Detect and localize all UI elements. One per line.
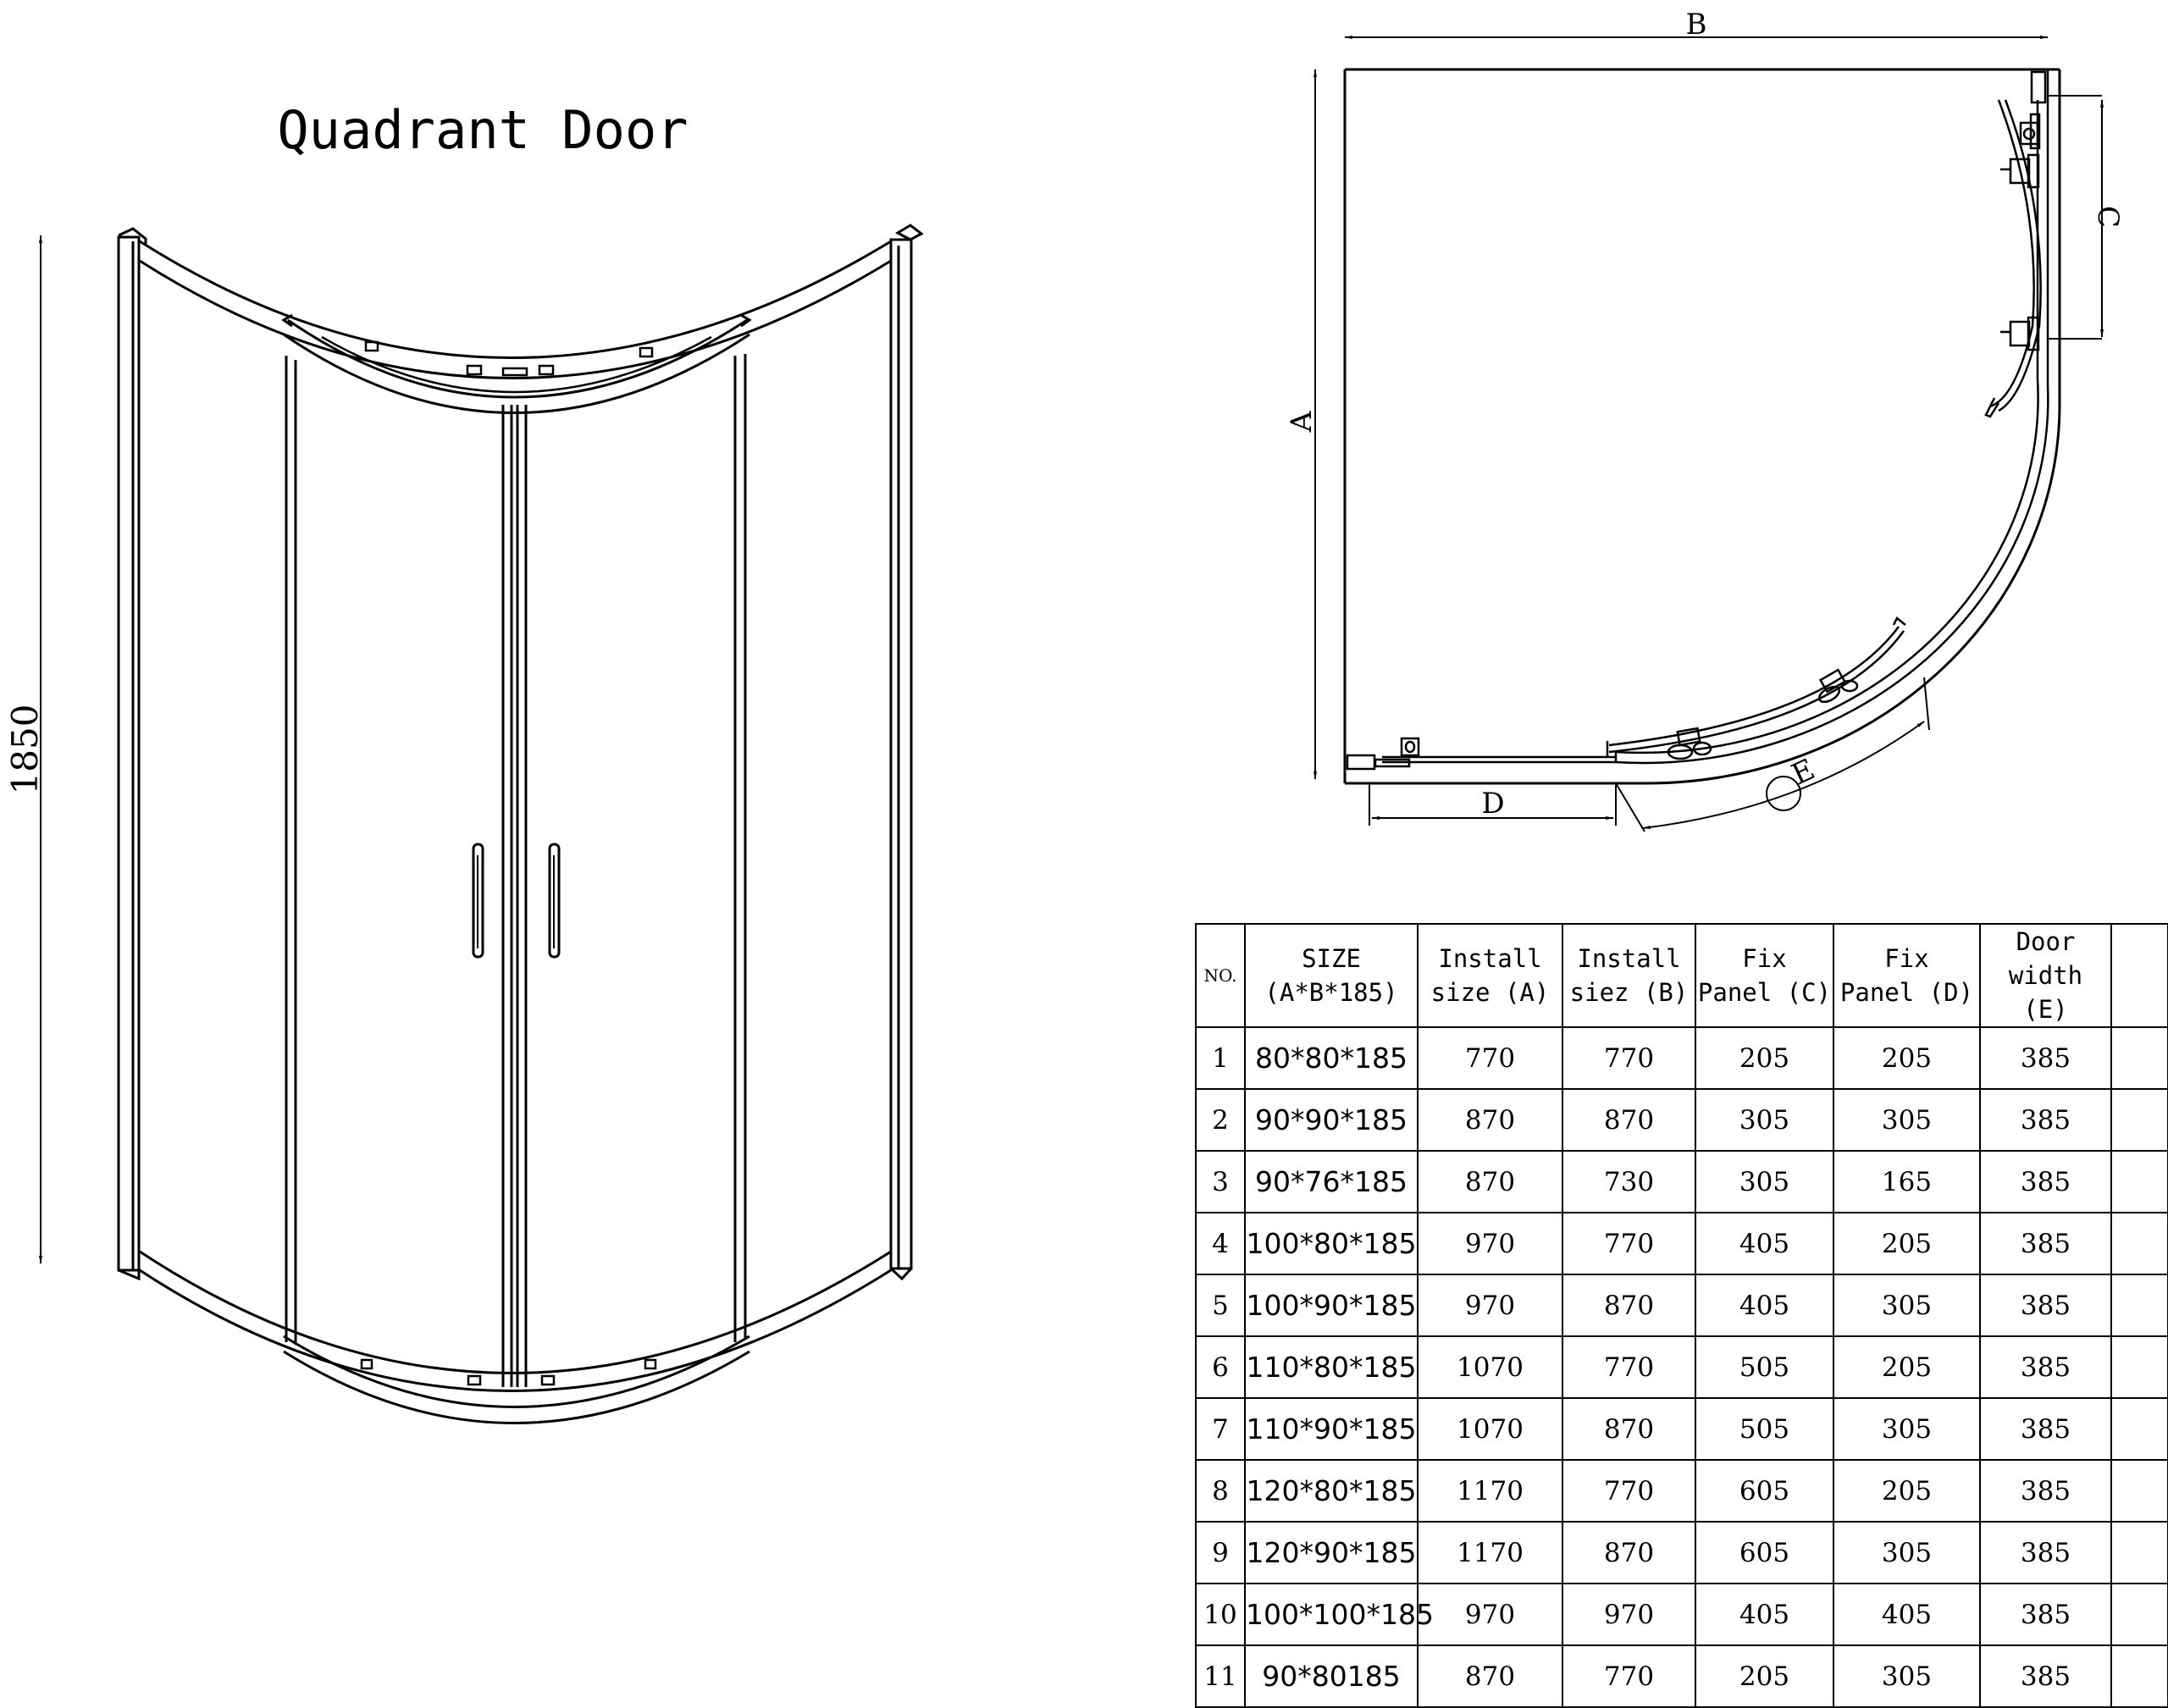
cell-no: 9 <box>1196 1522 1245 1584</box>
cell-size: 90*90*185 <box>1245 1089 1418 1151</box>
cell-install-size-a: 970 <box>1418 1213 1562 1274</box>
left-post <box>119 229 146 1279</box>
cell-blank <box>2111 1522 2168 1584</box>
drawing-title: Quadrant Door <box>277 99 689 161</box>
dimension-c-label: C <box>2091 205 2125 229</box>
cell-fix-panel-d: 305 <box>1833 1089 1980 1151</box>
cell-fix-panel-d: 305 <box>1833 1274 1980 1336</box>
elevation-view <box>4 225 921 1423</box>
cell-fix-panel-d: 305 <box>1833 1398 1980 1460</box>
cell-fix-panel-d: 165 <box>1833 1151 1980 1213</box>
cell-install-size-b: 770 <box>1562 1336 1695 1398</box>
cell-fix-panel-c: 505 <box>1695 1336 1833 1398</box>
cell-fix-panel-c: 405 <box>1695 1584 1833 1645</box>
cell-install-size-b: 870 <box>1562 1089 1695 1151</box>
cell-door-width-e: 385 <box>1980 1460 2111 1522</box>
table-row <box>1196 1151 2168 1213</box>
cell-size: 100*90*185 <box>1245 1274 1418 1336</box>
cell-door-width-e: 385 <box>1980 1522 2111 1584</box>
fixed-panel-right <box>735 354 745 1342</box>
cell-no: 7 <box>1196 1398 1245 1460</box>
cell-blank <box>2111 1027 2168 1089</box>
table-header-row <box>1196 924 2168 1027</box>
cell-install-size-a: 1070 <box>1418 1398 1562 1460</box>
cell-size: 110*90*185 <box>1245 1398 1418 1460</box>
table-body <box>1196 1027 2168 1707</box>
dimension-a <box>1285 69 1319 779</box>
cell-install-size-b: 770 <box>1562 1645 1695 1707</box>
cell-install-size-a: 1170 <box>1418 1460 1562 1522</box>
cell-install-size-b: 770 <box>1562 1213 1695 1274</box>
dimension-d <box>1369 783 1616 826</box>
cell-fix-panel-c: 205 <box>1695 1645 1833 1707</box>
cell-fix-panel-c: 405 <box>1695 1274 1833 1336</box>
door-handle-right <box>550 844 559 957</box>
dimension-e <box>1616 677 1929 832</box>
cell-size: 80*80*185 <box>1245 1027 1418 1089</box>
height-label: 1850 <box>4 704 46 795</box>
cell-install-size-a: 1170 <box>1418 1522 1562 1584</box>
cell-no: 10 <box>1196 1584 1245 1645</box>
cell-install-size-b: 770 <box>1562 1027 1695 1089</box>
cell-door-width-e: 385 <box>1980 1213 2111 1274</box>
cell-size: 90*80185 <box>1245 1645 1418 1707</box>
table-row <box>1196 1460 2168 1522</box>
cell-install-size-b: 870 <box>1562 1398 1695 1460</box>
cell-install-size-b: 970 <box>1562 1584 1695 1645</box>
cell-install-size-a: 970 <box>1418 1274 1562 1336</box>
cell-door-width-e: 385 <box>1980 1027 2111 1089</box>
table-row <box>1196 1089 2168 1151</box>
plan-bottom-left-hardware <box>1347 738 1419 769</box>
cell-size: 90*76*185 <box>1245 1151 1418 1213</box>
cell-no: 1 <box>1196 1027 1245 1089</box>
dimension-d-label: D <box>1481 787 1505 821</box>
cell-blank <box>2111 1213 2168 1274</box>
cell-fix-panel-c: 605 <box>1695 1522 1833 1584</box>
table-row <box>1196 1027 2168 1089</box>
cell-fix-panel-d: 205 <box>1833 1027 1980 1089</box>
cell-blank <box>2111 1460 2168 1522</box>
header-no: NO. <box>1196 924 1245 1027</box>
cell-door-width-e: 385 <box>1980 1645 2111 1707</box>
table-row <box>1196 1336 2168 1398</box>
cell-install-size-a: 1070 <box>1418 1336 1562 1398</box>
dimension-a-label: A <box>1285 411 1319 433</box>
cell-fix-panel-c: 205 <box>1695 1027 1833 1089</box>
header-install-size-b: Install siez (B) <box>1562 924 1695 1027</box>
cell-blank <box>2111 1645 2168 1707</box>
table-row <box>1196 1213 2168 1274</box>
cell-install-size-a: 770 <box>1418 1027 1562 1089</box>
header-size: SIZE (A*B*185) <box>1245 924 1418 1027</box>
right-post <box>891 225 921 1279</box>
cell-door-width-e: 385 <box>1980 1336 2111 1398</box>
cell-fix-panel-c: 505 <box>1695 1398 1833 1460</box>
table-row <box>1196 1645 2168 1707</box>
header-fix-panel-c: Fix Panel (C) <box>1695 924 1833 1027</box>
cell-no: 8 <box>1196 1460 1245 1522</box>
cell-size: 120*80*185 <box>1245 1460 1418 1522</box>
cell-install-size-a: 970 <box>1418 1584 1562 1645</box>
cell-door-width-e: 385 <box>1980 1274 2111 1336</box>
cell-no: 2 <box>1196 1089 1245 1151</box>
cell-fix-panel-c: 305 <box>1695 1151 1833 1213</box>
header-install-size-a: Install size (A) <box>1418 924 1562 1027</box>
cell-door-width-e: 385 <box>1980 1398 2111 1460</box>
cell-fix-panel-d: 305 <box>1833 1645 1980 1707</box>
header-blank <box>2111 924 2168 1027</box>
cell-door-width-e: 385 <box>1980 1584 2111 1645</box>
cell-size: 100*100*185 <box>1245 1584 1418 1645</box>
header-fix-panel-d: Fix Panel (D) <box>1833 924 1980 1027</box>
cell-fix-panel-c: 605 <box>1695 1460 1833 1522</box>
top-rail <box>140 241 891 413</box>
door-stiles <box>503 405 526 1387</box>
dimension-b <box>1345 8 2048 41</box>
height-dimension <box>4 235 46 1263</box>
cell-fix-panel-d: 405 <box>1833 1584 1980 1645</box>
dimension-e-label: E <box>1786 752 1821 793</box>
cell-install-size-b: 730 <box>1562 1151 1695 1213</box>
cell-blank <box>2111 1274 2168 1336</box>
cell-install-size-b: 870 <box>1562 1274 1695 1336</box>
cell-door-width-e: 385 <box>1980 1151 2111 1213</box>
cell-door-width-e: 385 <box>1980 1089 2111 1151</box>
bottom-rail <box>140 1252 891 1423</box>
cell-size: 120*90*185 <box>1245 1522 1418 1584</box>
cell-blank <box>2111 1151 2168 1213</box>
cell-install-size-a: 870 <box>1418 1151 1562 1213</box>
cell-no: 4 <box>1196 1213 1245 1274</box>
spec-table <box>1195 923 2168 1708</box>
door-handle-left <box>473 844 483 957</box>
cell-fix-panel-d: 305 <box>1833 1522 1980 1584</box>
cell-install-size-a: 870 <box>1418 1089 1562 1151</box>
cell-blank <box>2111 1089 2168 1151</box>
table-row <box>1196 1274 2168 1336</box>
cell-install-size-b: 870 <box>1562 1522 1695 1584</box>
cell-blank <box>2111 1398 2168 1460</box>
dimension-b-label: B <box>1685 8 1707 41</box>
cell-blank <box>2111 1336 2168 1398</box>
cell-size: 100*80*185 <box>1245 1213 1418 1274</box>
cell-no: 11 <box>1196 1645 1245 1707</box>
cell-install-size-a: 870 <box>1418 1645 1562 1707</box>
cell-fix-panel-d: 205 <box>1833 1213 1980 1274</box>
cell-size: 110*80*185 <box>1245 1336 1418 1398</box>
wall-outline <box>1345 69 2060 783</box>
cell-no: 5 <box>1196 1274 1245 1336</box>
table-row <box>1196 1584 2168 1645</box>
cell-fix-panel-d: 205 <box>1833 1336 1980 1398</box>
plan-view <box>1285 8 2125 832</box>
cell-fix-panel-d: 205 <box>1833 1460 1980 1522</box>
cell-fix-panel-c: 405 <box>1695 1213 1833 1274</box>
cell-fix-panel-c: 305 <box>1695 1089 1833 1151</box>
cell-install-size-b: 770 <box>1562 1460 1695 1522</box>
table-row <box>1196 1398 2168 1460</box>
fixed-panel-left <box>286 356 296 1345</box>
cell-blank <box>2111 1584 2168 1645</box>
cell-no: 6 <box>1196 1336 1245 1398</box>
table-row <box>1196 1522 2168 1584</box>
cell-no: 3 <box>1196 1151 1245 1213</box>
header-door-width-e: Door width (E) <box>1980 924 2111 1027</box>
